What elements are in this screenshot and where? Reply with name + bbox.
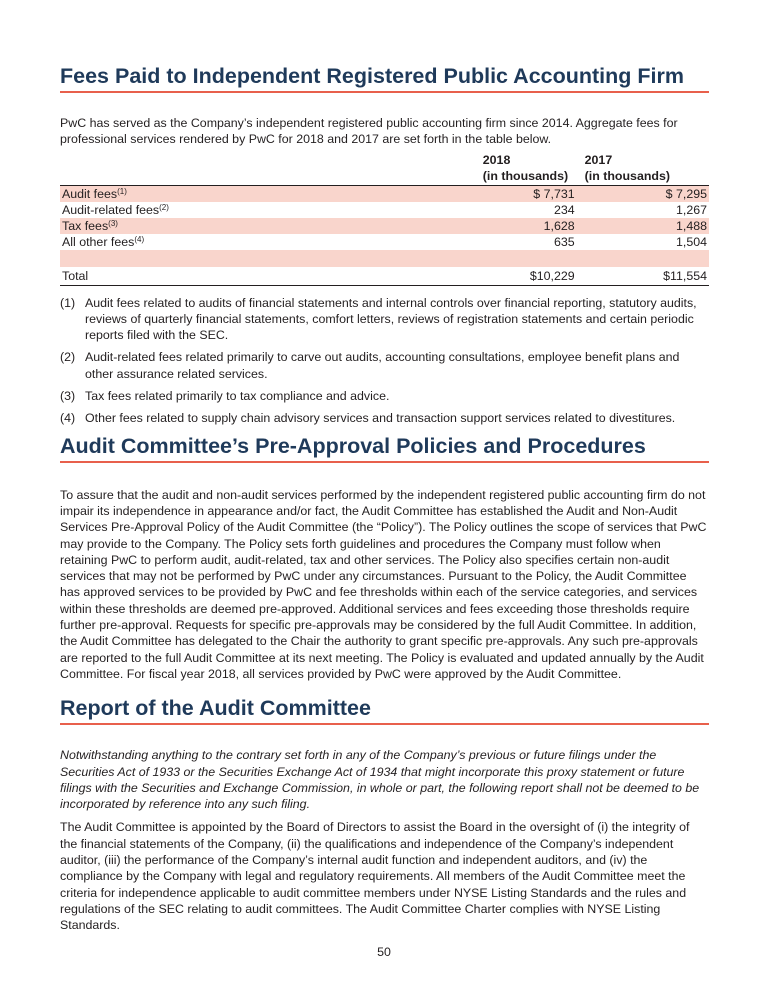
footnote-number: (3)	[60, 389, 76, 404]
footnote-text: Audit-related fees related primarily to carve out audits, accounting consultations, employee benefit plans and other assurance related services.	[85, 350, 680, 381]
preapproval-body: To assure that the audit and non-audit services performed by the independent registered public accounting firm do not impair its independence in appearance and/or fact, the Audit Committee has established the Audit and Non-Audit Services Pre-Approval Policy of the Audit Committee (the “Policy”). The Policy outlines the scope of services that PwC may provide to the Company. The Policy sets forth guidelines and procedures the Company must follow when retaining PwC to perform audit, audit-related, tax and other services. The Policy also specifies certain non-audit services that may not be performed by PwC under any circumstances. Pursuant to the Policy, the Audit Committee has approved services to be provided by PwC and fee thresholds within each of the service categories, and services within these thresholds are deemed pre-approved. Additional services and fees exceeding those thresholds require further pre-approval. Requests for specific pre-approvals may be considered by the full Audit Committee. In addition, the Audit Committee has delegated to the Chair the authority to grant specific pre-approvals. Any such pre-approvals are reported to the full Audit Committee at its next meeting. The Policy is evaluated and updated annually by the Audit Committee. For fiscal year 2018, all services provided by PwC were approved by the Audit Committee.	[60, 487, 707, 681]
page-number: 50	[377, 945, 391, 959]
row-label: Audit fees	[62, 186, 118, 201]
header-2018-year: 2018	[482, 152, 511, 167]
row-label: Audit-related fees	[62, 202, 160, 217]
footnote-marker: (3)	[108, 218, 118, 228]
fees-heading: Fees Paid to Independent Registered Public Accounting Firm	[60, 63, 709, 93]
table-spacer-row	[60, 250, 709, 267]
fees-table-header	[60, 152, 709, 186]
row-value-2017: $ 7,295	[583, 185, 709, 202]
table-row	[60, 218, 709, 234]
total-value-2017: $11,554	[663, 268, 707, 283]
footnote-marker: (2)	[159, 202, 169, 212]
footnote-item	[60, 295, 709, 344]
table-row	[60, 185, 709, 202]
total-label: Total	[62, 268, 89, 283]
row-value-2017: 1,488	[583, 218, 709, 234]
header-2017	[583, 152, 709, 186]
preapproval-heading: Audit Committee’s Pre-Approval Policies and Procedures	[60, 433, 709, 463]
fees-intro: PwC has served as the Company’s independent registered public accounting firm since 2014. Aggregate fees for professional services rendered by PwC for 2018 and 2017 are set forth in the table below.	[60, 116, 678, 147]
footnote-text: Tax fees related primarily to tax compliance and advice.	[85, 389, 390, 404]
table-total-row	[60, 267, 709, 286]
footnotes-list	[60, 295, 709, 427]
table-row	[60, 202, 709, 218]
row-label: Tax fees	[62, 218, 109, 233]
footnote-marker: (1)	[117, 186, 127, 196]
row-value-2018: 1,628	[481, 218, 583, 234]
footnote-number: (1)	[60, 295, 76, 310]
row-value-2017: 1,267	[675, 202, 707, 217]
footnote-item	[60, 410, 709, 426]
report-heading: Report of the Audit Committee	[60, 695, 709, 725]
row-value-2017: 1,504	[675, 234, 707, 249]
header-2018	[481, 152, 583, 186]
row-value-2018: 635	[553, 234, 575, 249]
total-value-2018: $10,229	[529, 268, 575, 283]
report-body: The Audit Committee is appointed by the Board of Directors to assist the Board in the oversight of (i) the integrity of the financial statements of the Company, (ii) the qualifications and independence of the Company’s independent auditor, (iii) the performance of the Company’s internal audit function and independent auditors, and (iv) the compliance by the Company with legal and regulatory requirements. All members of the Audit Committee meet the criteria for independence applicable to audit committee members under NYSE Listing Standards and the rules and regulations of the SEC relating to audit committees. The Audit Committee Charter complies with NYSE Listing Standards.	[60, 820, 690, 933]
footnote-number: (2)	[60, 350, 76, 365]
header-2017-unit: (in thousands)	[584, 168, 670, 183]
table-row	[60, 234, 709, 250]
footnote-marker: (4)	[134, 234, 145, 244]
footnote-text: Other fees related to supply chain advisory services and transaction support services related to divestitures.	[85, 411, 676, 426]
row-value-2018: $ 7,731	[481, 185, 583, 202]
row-value-2018: 234	[553, 202, 575, 217]
footnote-number: (4)	[60, 411, 76, 426]
footnote-item	[60, 349, 709, 382]
page-content	[60, 0, 709, 934]
footnote-item	[60, 388, 709, 404]
header-2018-unit: (in thousands)	[482, 168, 569, 183]
report-disclaimer: Notwithstanding anything to the contrary set forth in any of the Company’s previous or future filings under the Securities Act of 1933 or the Securities Exchange Act of 1934 that might incorporate this proxy statement or future filings with the Securities and Exchange Commission, in whole or part, the following report shall not be deemed to be incorporated by reference into any such filing.	[60, 748, 700, 812]
footnote-text: Audit fees related to audits of financial statements and internal controls over financial reporting, statutory audits, reviews of quarterly financial statements, comfort letters, reviews of registration statements and certain periodic reports filed with the SEC.	[85, 295, 697, 343]
header-2017-year: 2017	[584, 152, 613, 167]
fees-table	[60, 152, 709, 286]
row-label: All other fees	[62, 234, 135, 249]
header-blank	[60, 152, 481, 186]
